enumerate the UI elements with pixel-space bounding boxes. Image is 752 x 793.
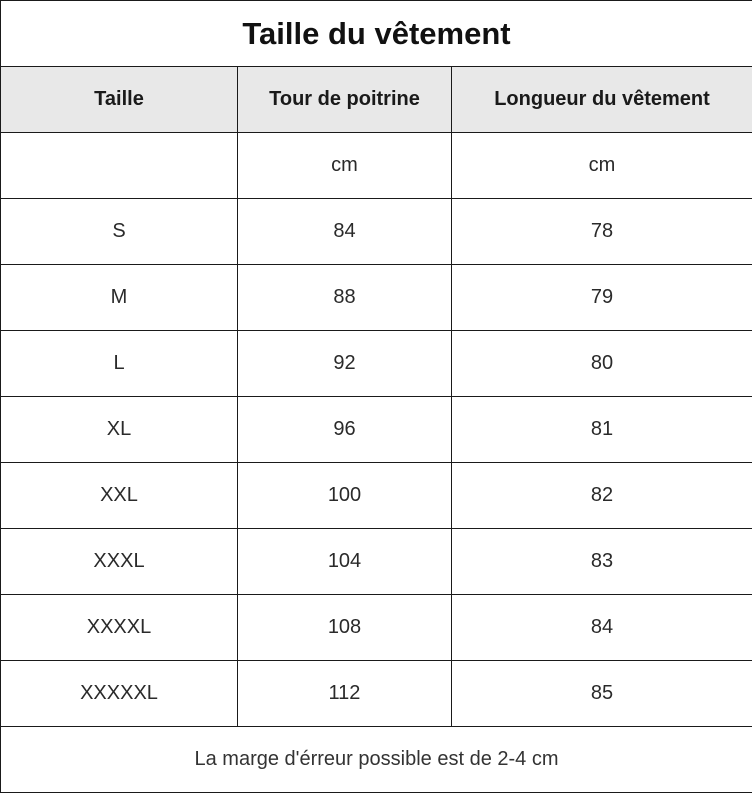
length-cell: 83 [452,529,752,595]
column-header-chest: Tour de poitrine [238,67,452,133]
table-row [1,463,752,529]
chest-cell: 108 [238,595,452,661]
column-header-size: Taille [1,67,238,133]
chest-cell: 96 [238,397,452,463]
length-cell: 85 [452,661,752,727]
chest-cell: 84 [238,199,452,265]
size-cell: S [1,199,238,265]
chest-cell: 100 [238,463,452,529]
length-cell: 80 [452,331,752,397]
unit-size [1,133,238,199]
table-row [1,529,752,595]
units-row [1,133,752,199]
chest-cell: 112 [238,661,452,727]
size-cell: XXL [1,463,238,529]
unit-length: cm [452,133,752,199]
chest-cell: 104 [238,529,452,595]
unit-chest: cm [238,133,452,199]
table-row [1,331,752,397]
size-cell: M [1,265,238,331]
length-cell: 81 [452,397,752,463]
size-cell: XXXXL [1,595,238,661]
chest-cell: 88 [238,265,452,331]
error-margin-note: La marge d'érreur possible est de 2-4 cm [1,727,752,793]
table-row [1,199,752,265]
column-header-length: Longueur du vêtement [452,67,752,133]
length-cell: 84 [452,595,752,661]
table-row [1,595,752,661]
table-row [1,265,752,331]
size-cell: XL [1,397,238,463]
size-cell: XXXL [1,529,238,595]
length-cell: 82 [452,463,752,529]
chart-title: Taille du vêtement [1,1,752,67]
size-cell: L [1,331,238,397]
header-row [1,67,752,133]
table-row [1,661,752,727]
length-cell: 79 [452,265,752,331]
length-cell: 78 [452,199,752,265]
size-cell: XXXXXL [1,661,238,727]
chest-cell: 92 [238,331,452,397]
table-row [1,397,752,463]
